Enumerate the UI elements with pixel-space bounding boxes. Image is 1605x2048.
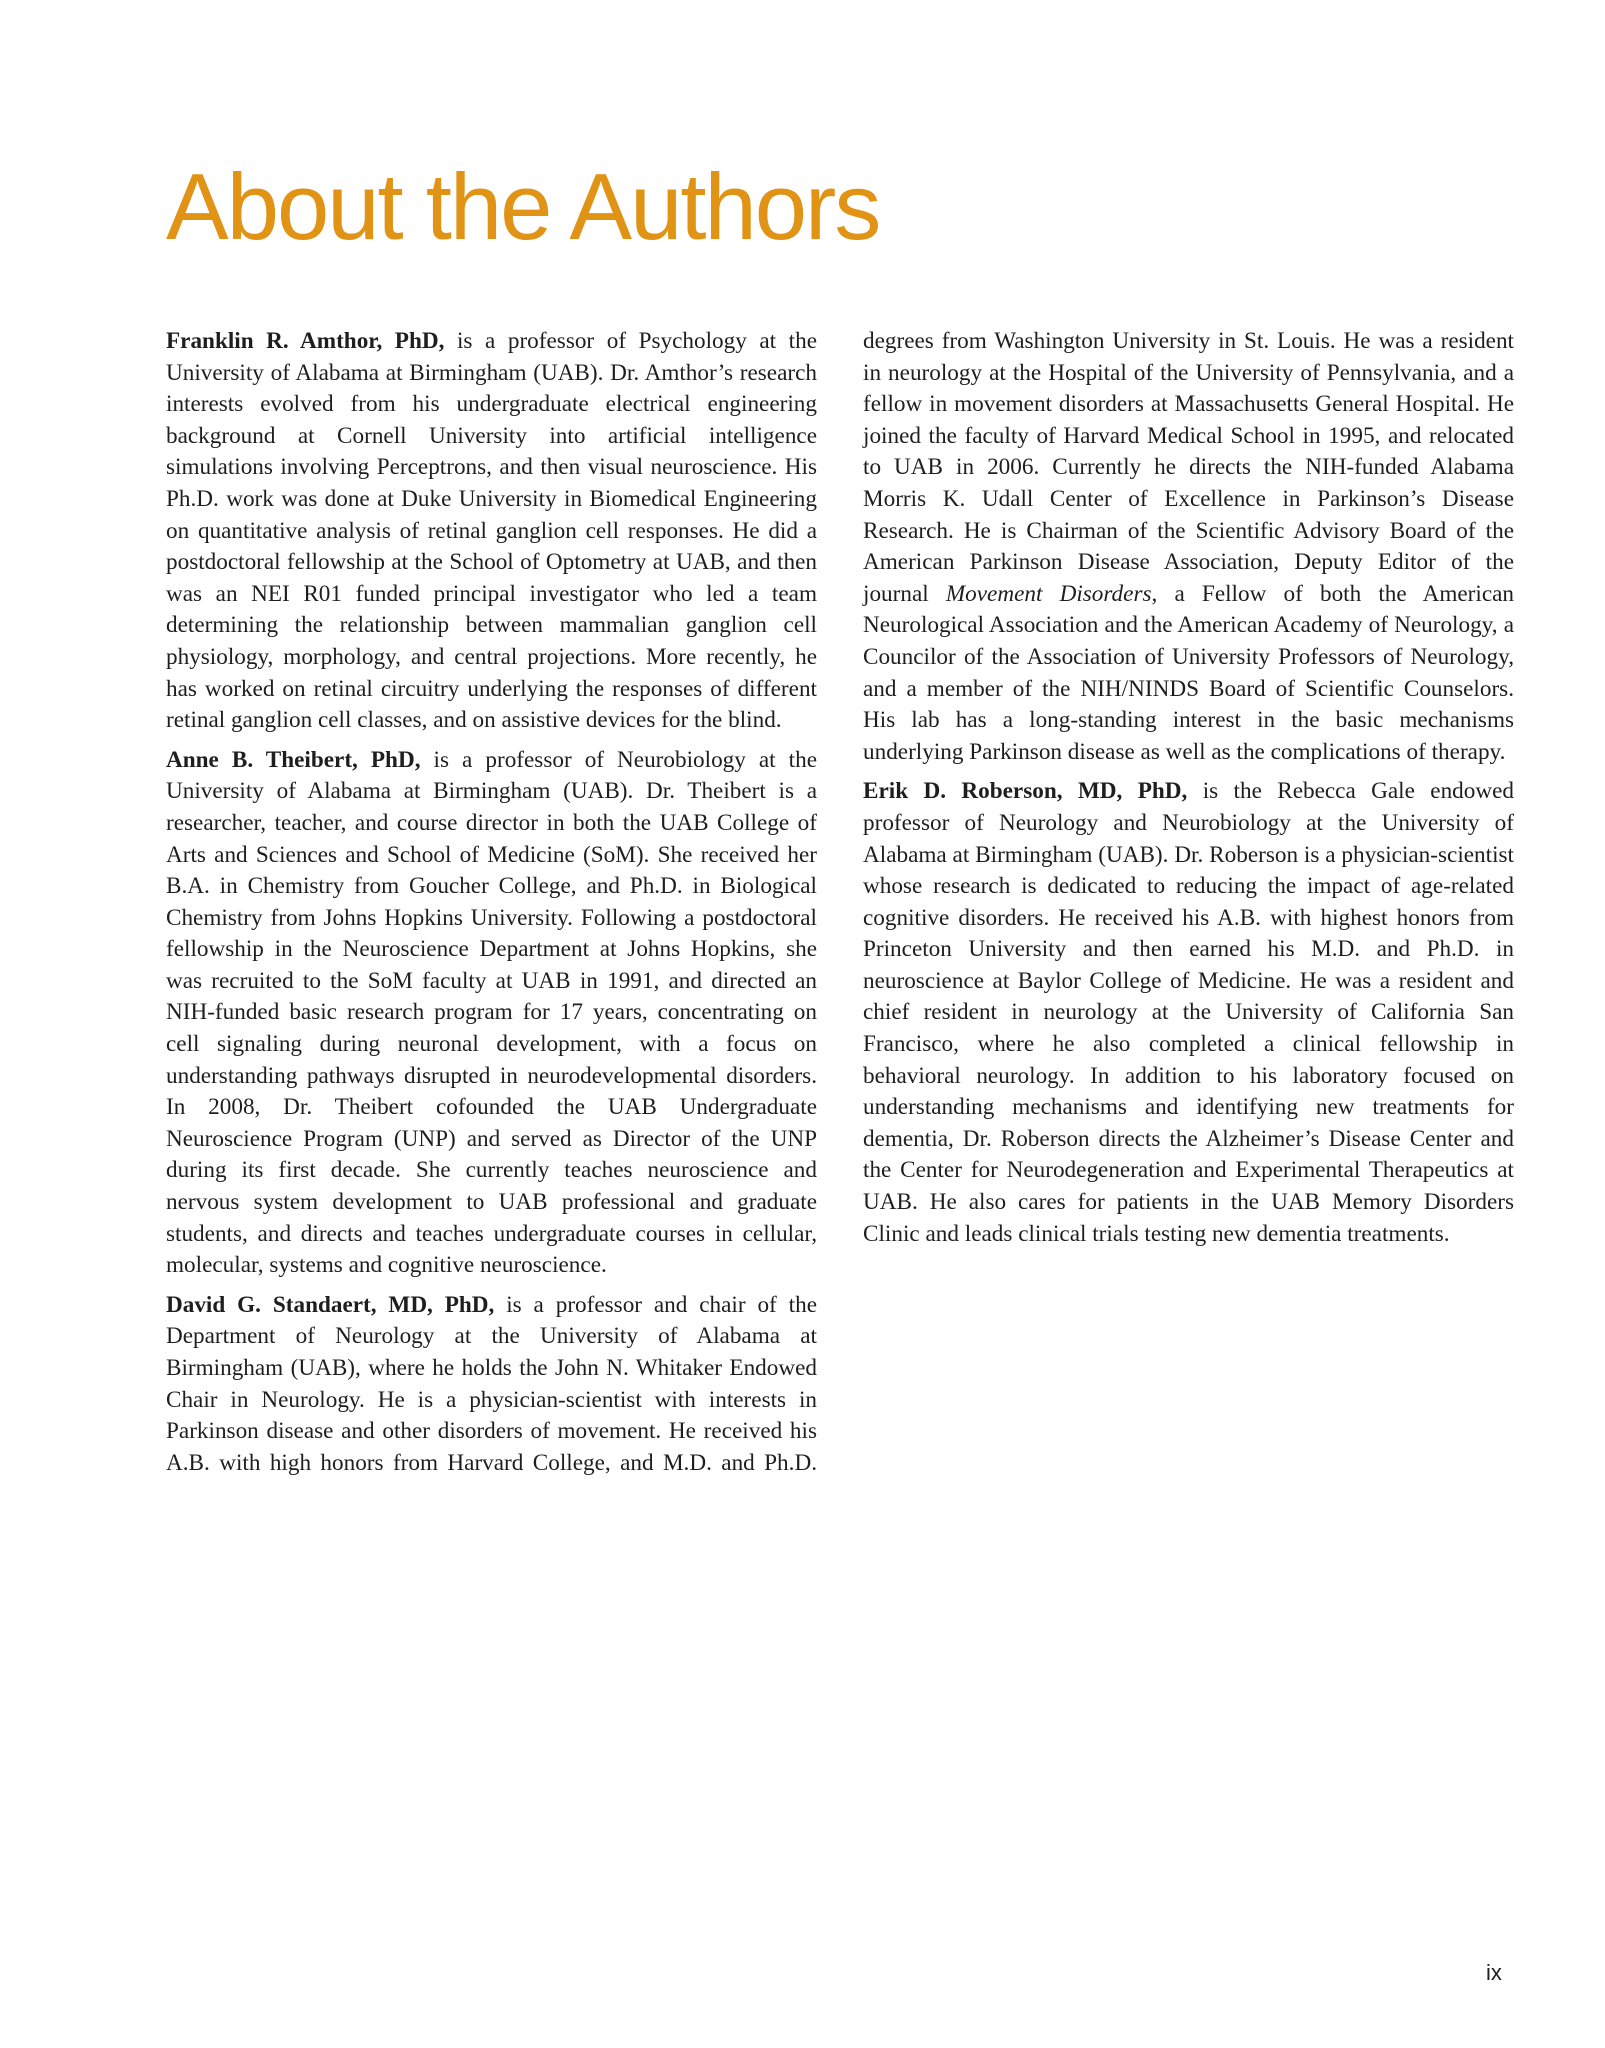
journal-title: Movement Disorders bbox=[945, 580, 1152, 607]
page-title: About the Authors bbox=[166, 154, 880, 259]
bio-name: Franklin R. Amthor, PhD, bbox=[166, 328, 445, 354]
bio-name: Anne B. Theibert, PhD, bbox=[166, 746, 421, 773]
bio-name: Erik D. Roberson, MD, PhD, bbox=[863, 778, 1188, 805]
bio-theibert bbox=[166, 745, 817, 1282]
bio-text: is a professor and chair of the Department of Neurology at the University of Alabama at Birmingham (UAB), where he holds the John N. Whitaker Endowed Chair in Neurology. He is a physician-scientist with interests in Parkinson disease and other disorders of movement. He received his A.B. with high honors from Harvard College, and M.D. and Ph.D. degrees from Washington University in St. Louis. He was a resident in neurology at the Hospital of the University of Pennsylvania, and a fellow in movement disorders at Massachusetts General Hospital. He joined the faculty of Harvard Medical School in 1995, and relocated to UAB in 2006. Currently he directs the NIH-funded Alabama Morris K. Udall Center of Excellence in Parkinson’s Disease Research. He is Chairman of the Scientific Advisory Board of the American Parkinson Disease Association, Deputy Editor of the journal bbox=[166, 328, 1514, 1476]
bio-text: is a professor of Psychology at the University of Alabama at Birmingham (UAB). Dr. Amthor’s research interests evolved from his undergraduate electrical engineering background at Cornell University into artificial intelligence simulations involving Perceptrons, and then visual neuroscience. His Ph.D. work was done at Duke University in Biomedical Engineering on quantitative analysis of retinal ganglion cell responses. He did a postdoctoral fellowship at the School of Optometry at UAB, and then was an NEI R01 funded principal investigator who led a team determining the relationship between mammalian ganglion cell physiology, morphology, and central projections. More recently, he has worked on retinal circuitry underlying the responses of different retinal ganglion cell classes, and on assistive devices for the blind. bbox=[166, 328, 818, 734]
bio-roberson bbox=[863, 776, 1514, 1250]
page-number: ix bbox=[1486, 1960, 1502, 1985]
bio-text: is the Rebecca Gale endowed professor of Neurology and Neurobiology at the University of Alabama at Birmingham (UAB). Dr. Roberson is a physician-scientist whose research is dedicated to reducing the impact of age-related cognitive disorders. He received his A.B. with highest honors from Princeton University and then earned his M.D. and Ph.D. in neuroscience at Baylor College of Medicine. He was a resident and chief resident in neurology at the University of California San Francisco, where he also completed a clinical fellowship in behavioral neurology. In addition to his laboratory focused on understanding mechanisms and identifying new treatments for dementia, Dr. Roberson directs the Alzheimer’s Disease Center and the Center for Neurodegeneration and Experimental Therapeutics at UAB. He also cares for patients in the UAB Memory Disorders Clinic and leads clinical trials testing new dementia treatments. bbox=[863, 778, 1514, 1247]
bio-text-continued: , a Fellow of both the American Neurological Association and the American Academy of Neurology, a Councilor of the Association of University Professors of Neurology, and a member of the NIH/NINDS Board of Scientific Counselors. His lab has a long-standing interest in the basic mechanisms underlying Parkinson disease as well as the complications of therapy. bbox=[863, 580, 1514, 765]
bio-text: is a professor of Neurobiology at the University of Alabama at Birmingham (UAB). Dr. Theibert is a researcher, teacher, and course director in both the UAB College of Arts and Sciences and School of Medicine (SoM). She received her B.A. in Chemistry from Goucher College, and Ph.D. in Biological Chemistry from Johns Hopkins University. Following a postdoctoral fellowship in the Neuroscience Department at Johns Hopkins, she was recruited to the SoM faculty at UAB in 1991, and directed an NIH-funded basic research program for 17 years, concentrating on cell signaling during neuronal development, with a focus on understanding pathways disrupted in neurodevelopmental disorders. In 2008, Dr. Theibert cofounded the UAB Undergraduate Neuroscience Program (UNP) and served as Director of the UNP during its first decade. She currently teaches neuroscience and nervous system development to UAB professional and graduate students, and directs and teaches undergraduate courses in cellular, molecular, systems and cognitive neuroscience. bbox=[166, 746, 817, 1279]
bio-name: David G. Standaert, MD, PhD, bbox=[166, 1291, 495, 1318]
author-bios bbox=[166, 326, 1514, 1486]
bio-amthor bbox=[166, 326, 817, 737]
